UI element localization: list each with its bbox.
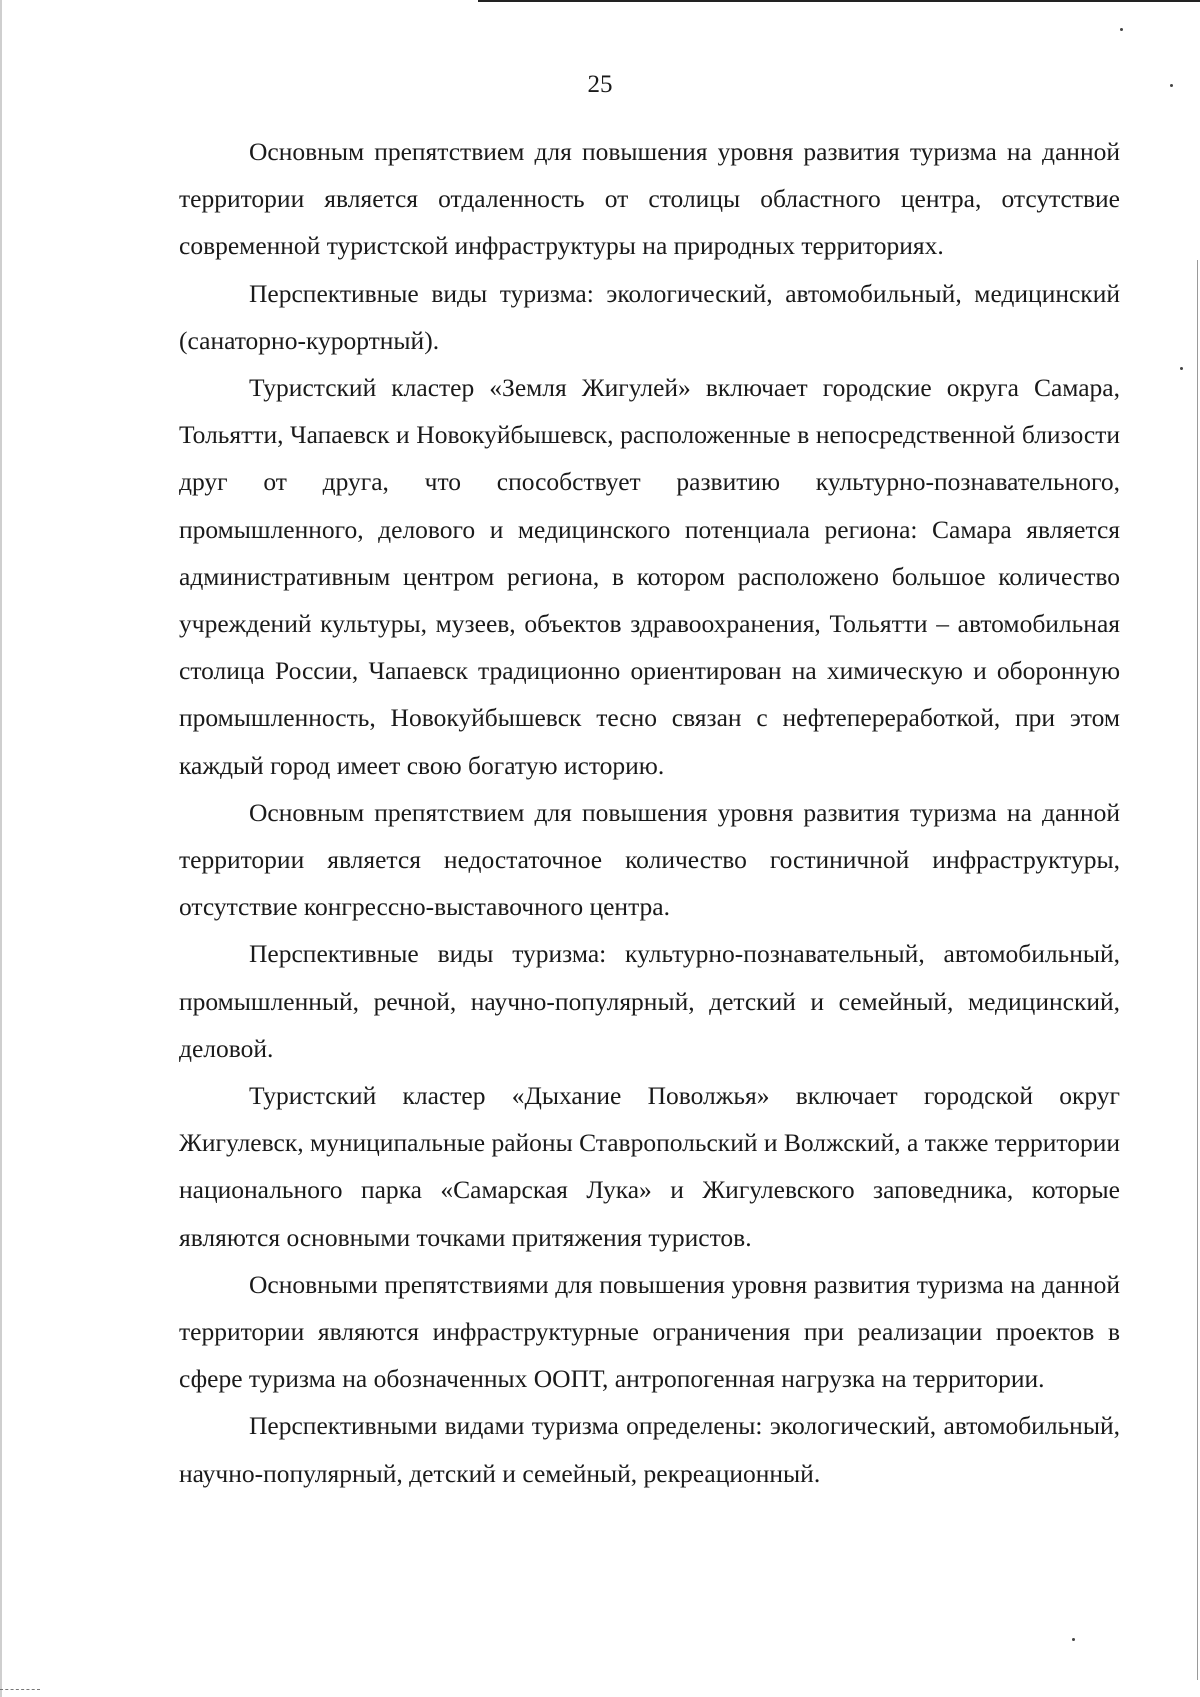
body-text [179,128,1120,1497]
paragraph: Туристский кластер «Земля Жигулей» включает городские округа Самара, Тольятти, Чапаевск и Новокуйбышевск, расположенные в непосредственной близости друг от друга, что способствует развитию культурно-познавательного, промышленного, делового и медицинского потенциала региона: Самара является административным центром региона, в котором расположено большое количество учреждений культуры, музеев, объектов здравоохранения, Тольятти – автомобильная столица России, Чапаевск традиционно ориентирован на химическую и оборонную промышленность, Новокуйбышевск тесно связан с нефтепереработкой, при этом каждый город имеет свою богатую историю. [179,373,1120,780]
paragraph: Основными препятствиями для повышения уровня развития туризма на данной территории являются инфраструктурные ограничения при реализации проектов в сфере туризма на обозначенных ООПТ, антропогенная нагрузка на территории. [179,1269,1120,1394]
scan-speck [1072,1638,1075,1641]
page-number: 25 [587,71,613,98]
top-border-line [478,0,1200,2]
paragraph: Перспективные виды туризма: экологический, автомобильный, медицинский (санаторно-курортный). [179,278,1120,355]
paragraph: Перспективные виды туризма: культурно-познавательный, автомобильный, промышленный, речной, научно-популярный, детский и семейный, медицинский, деловой. [179,939,1120,1063]
paragraph: Основным препятствием для повышения уровня развития туризма на данной территории является недостаточное количество гостиничной инфраструктуры, отсутствие конгрессно-выставочного центра. [179,797,1120,922]
scan-speck [1120,28,1123,31]
paragraph: Перспективными видами туризма определены: экологический, автомобильный, научно-популярный, детский и семейный, рекреационный. [179,1411,1120,1488]
scan-speck [1180,367,1183,370]
right-scan-edge [1197,260,1198,1680]
bottom-scan-mark [0,1689,40,1690]
paragraph: Основным препятствием для повышения уровня развития туризма на данной территории является отдаленность от столицы областного центра, отсутствие современной туристской инфраструктуры на природных территориях. [179,137,1120,261]
paragraph: Туристский кластер «Дыхание Поволжья» включает городской округ Жигулевск, муниципальные районы Ставропольский и Волжский, а также территории национального парка «Самарская Лука» и Жигулевского заповедника, которые являются основными точками притяжения туристов. [179,1081,1120,1252]
scan-speck [1170,84,1173,87]
left-scan-edge [0,0,2,1697]
